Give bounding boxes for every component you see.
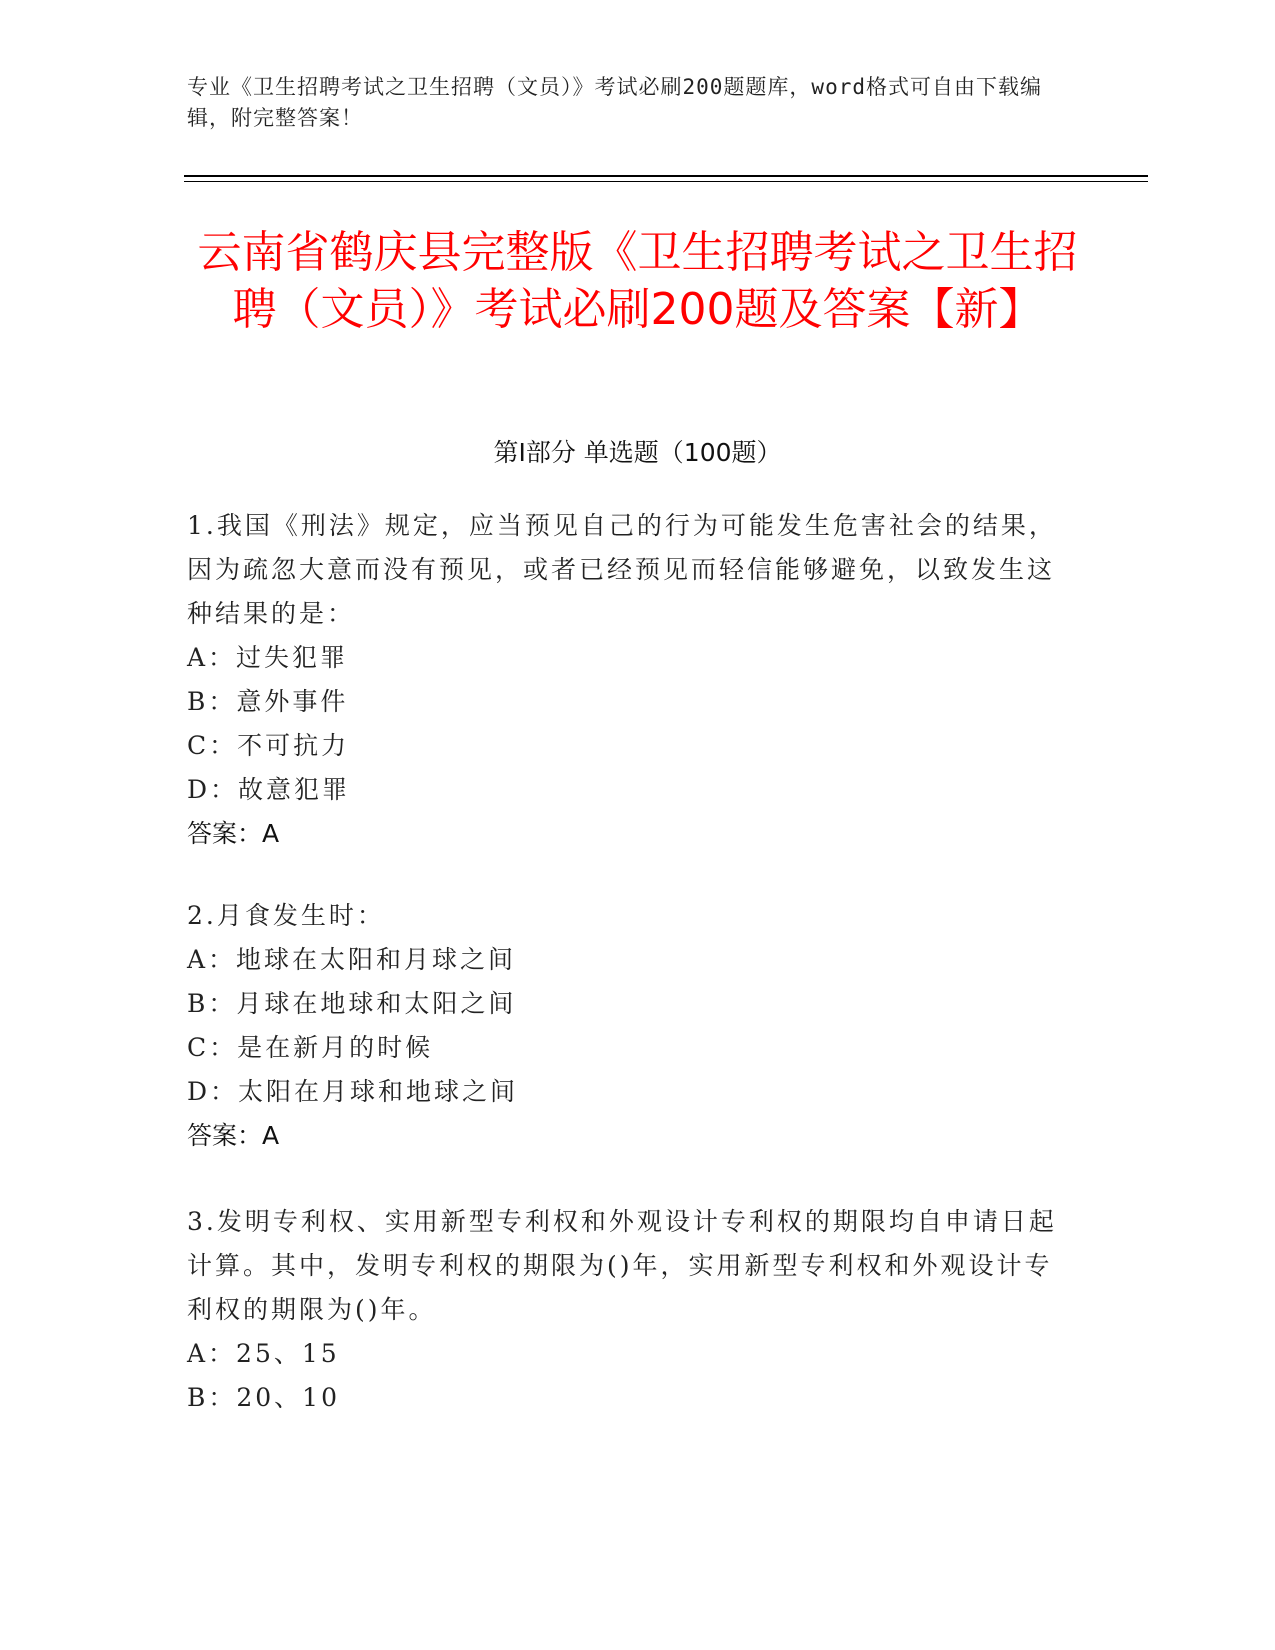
option-b: B：月球在地球和太阳之间 (187, 989, 517, 1018)
answer: 答案：A (187, 1121, 280, 1150)
document-title: 云南省鹤庆县完整版《卫生招聘考试之卫生招聘（文员）》考试必刷200题及答案【新】 (197, 227, 1078, 335)
option-a: A：过失犯罪 (187, 643, 349, 672)
option-d: D：故意犯罪 (187, 775, 351, 804)
question-stem: 1.我国《刑法》规定，应当预见自己的行为可能发生危害社会的结果，因为疏忽大意而没有预见，或者已经预见而轻信能够避免，以致发生这种结果的是： (187, 511, 1057, 628)
header-divider-thick (184, 175, 1148, 177)
question-1 (187, 504, 1067, 856)
section-heading: 第I部分 单选题（100题） (493, 438, 782, 467)
header-note: 专业《卫生招聘考试之卫生招聘（文员）》考试必刷200题题库，word格式可自由下载编辑，附完整答案！ (187, 75, 1042, 130)
option-a: A：25、15 (187, 1339, 340, 1368)
question-stem: 2.月食发生时： (187, 901, 385, 930)
answer: 答案：A (187, 819, 280, 848)
option-c: C：是在新月的时候 (187, 1033, 434, 1062)
option-b: B：意外事件 (187, 687, 349, 716)
question-3 (187, 1200, 1067, 1420)
option-c: C：不可抗力 (187, 731, 350, 760)
option-d: D：太阳在月球和地球之间 (187, 1077, 519, 1106)
option-b: B：20、10 (187, 1383, 340, 1412)
question-stem: 3.发明专利权、实用新型专利权和外观设计专利权的期限均自申请日起计算。其中，发明专利权的期限为()年，实用新型专利权和外观设计专利权的期限为()年。 (187, 1207, 1057, 1324)
option-a: A：地球在太阳和月球之间 (187, 945, 517, 974)
header-divider-thin (184, 181, 1148, 182)
question-2 (187, 894, 1067, 1158)
